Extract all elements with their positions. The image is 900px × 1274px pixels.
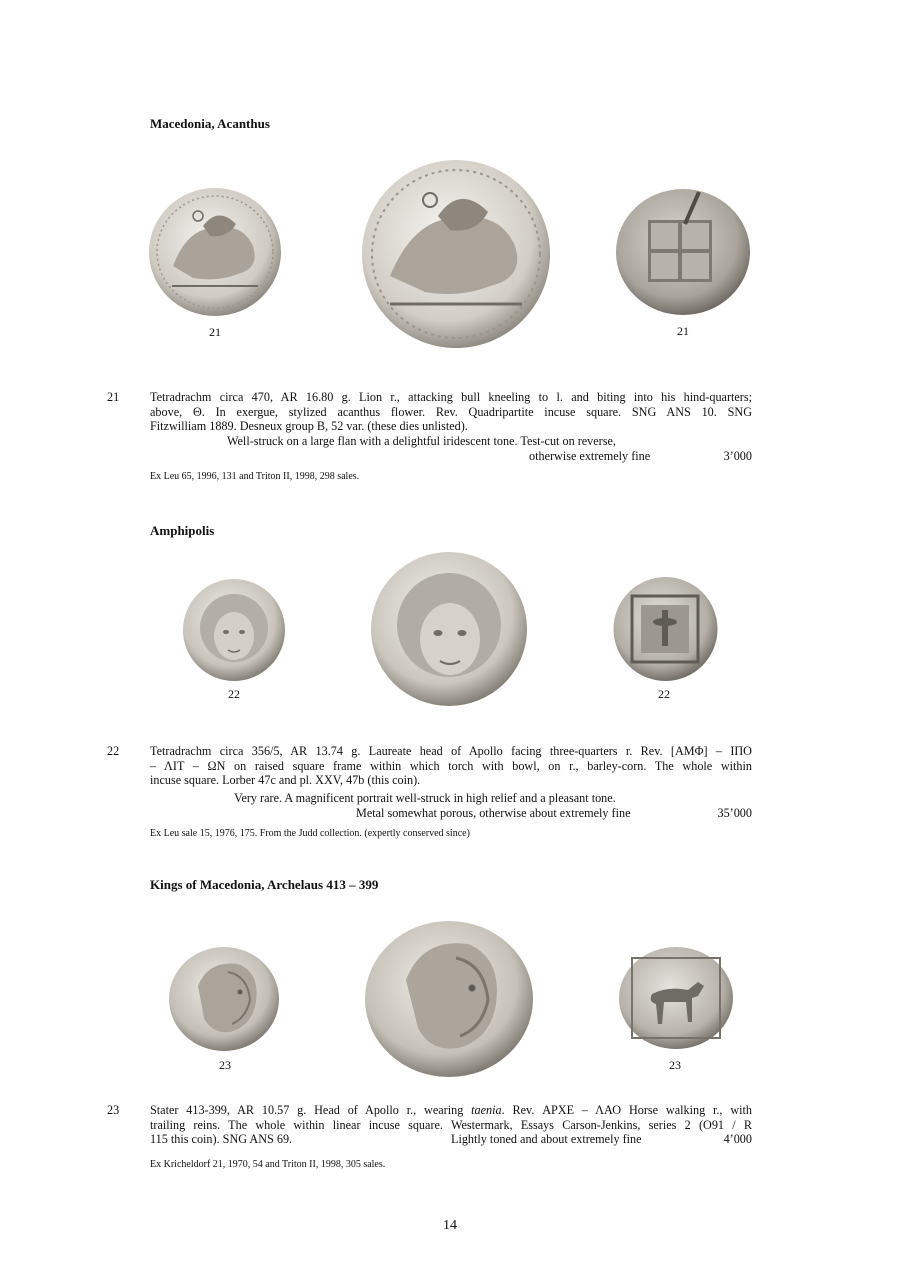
provenance-note: Ex Kricheldorf 21, 1970, 54 and Triton II, 1998, 305 sales. — [150, 1159, 386, 1170]
description-line: trailing reins. The whole within linear incuse square. Westermark, Essays Carson-Jenkins, series 2 (O91 / R — [150, 1117, 752, 1132]
condition-note: Well-struck on a large flan with a delightful iridescent tone. Test-cut on reverse, — [227, 434, 616, 448]
lot-description — [150, 390, 752, 434]
coin-caption: 21 — [677, 324, 689, 338]
coin-21-obverse-enlarged-image — [360, 158, 552, 350]
lot-number: 22 — [107, 744, 120, 758]
provenance-note: Ex Leu 65, 1996, 131 and Triton II, 1998, 298 sales. — [150, 471, 360, 482]
description-line: 115 this coin). SNG ANS 69. — [150, 1132, 293, 1147]
lot-number: 21 — [107, 390, 120, 404]
lot-description — [150, 744, 752, 788]
description-italic: taenia — [471, 1103, 502, 1117]
page-number: 14 — [443, 1218, 457, 1233]
coin-22-obverse-image — [182, 578, 286, 682]
section-heading-amphipolis: Amphipolis — [150, 523, 215, 538]
coin-caption: 22 — [228, 687, 240, 701]
coin-21-reverse-image — [615, 188, 751, 316]
coin-22-reverse-image — [612, 576, 719, 682]
description-line: Fitzwilliam 1889. Desneux group B, 52 var. (these dies unlisted). — [150, 419, 468, 434]
condition-grade: Lightly toned and about extremely fine — [451, 1132, 642, 1146]
lot-price: 3’000 — [723, 449, 752, 463]
description-line — [150, 1103, 752, 1118]
lot-price: 35’000 — [717, 806, 752, 820]
provenance-note: Ex Leu sale 15, 1976, 175. From the Judd collection. (expertly conserved since) — [150, 828, 470, 839]
lot-number: 23 — [107, 1103, 120, 1117]
condition-grade: Metal somewhat porous, otherwise about extremely fine — [356, 806, 631, 820]
coin-23-obverse-image — [168, 946, 280, 1052]
section-heading-archelaus: Kings of Macedonia, Archelaus 413 – 399 — [150, 877, 379, 892]
description-text: Stater 413-399, AR 10.57 g. Head of Apollo r., wearing — [150, 1103, 472, 1117]
coin-23-obverse-enlarged-image — [364, 920, 534, 1078]
description-text: . Rev. ΑΡΧΕ – ΛΑΟ Horse walking r., with — [501, 1103, 752, 1117]
coin-caption: 21 — [209, 325, 221, 339]
description-line: Tetradrachm circa 470, AR 16.80 g. Lion r., attacking bull kneeling to l. and biting into his hind-quarters; — [150, 390, 752, 404]
section-heading-acanthus: Macedonia, Acanthus — [150, 116, 270, 131]
condition-grade: otherwise extremely fine — [529, 449, 651, 463]
description-line: above, Θ. In exergue, stylized acanthus flower. Rev. Quadripartite incuse square. SNG ANS 10. SNG — [150, 404, 752, 419]
coin-21-obverse-image — [148, 186, 282, 318]
lot-price: 4’000 — [723, 1132, 752, 1146]
coin-caption: 23 — [669, 1058, 681, 1072]
description-line: Tetradrachm circa 356/5, AR 13.74 g. Laureate head of Apollo facing three-quarters r. Rev. [ΑΜΦ] – ΙΠΟ — [150, 744, 752, 758]
coin-23-reverse-image — [618, 946, 734, 1050]
description-line: – ΛΙΤ – ΩΝ on raised square frame within which torch with bowl, on r., barley-corn. The whole within — [150, 758, 752, 773]
condition-note: Very rare. A magnificent portrait well-struck in high relief and a pleasant tone. — [234, 791, 616, 805]
coin-22-obverse-enlarged-image — [370, 551, 528, 707]
coin-caption: 22 — [658, 687, 670, 701]
description-line: incuse square. Lorber 47c and pl. XXV, 47b (this coin). — [150, 773, 421, 788]
coin-caption: 23 — [219, 1058, 231, 1072]
